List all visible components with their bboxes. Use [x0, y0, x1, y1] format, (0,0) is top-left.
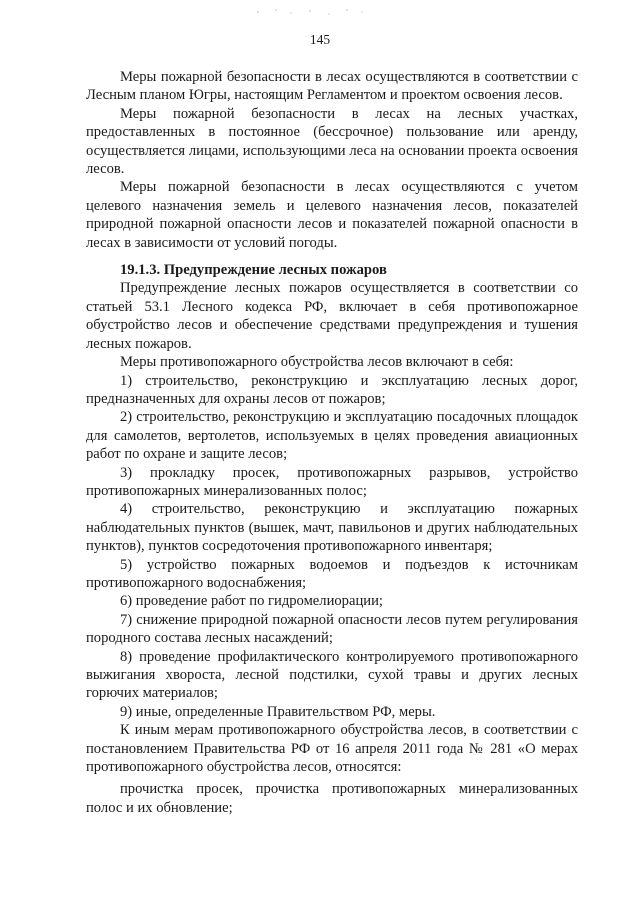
paragraph: Предупреждение лесных пожаров осуществляется в соответствии со статьей 53.1 Лесного кодекса РФ, включает в себя противопожарное обустройство лесов и обеспечение средствами предупреждения и тушения лесных пожаров.	[86, 280, 578, 352]
list-item: 8) проведение профилактического контролируемого противопожарного выжигания хвороста, лесной подстилки, сухой травы и других лесных горючих материалов;	[86, 648, 578, 702]
list-item: 9) иные, определенные Правительством РФ, меры.	[120, 703, 436, 720]
paragraph: Меры противопожарного обустройства лесов включают в себя:	[120, 354, 514, 371]
list-item: 4) строительство, реконструкцию и эксплуатацию пожарных наблюдательных пунктов (вышек, мачт, павильонов и других наблюдательных пунктов), пунктов сосредоточения противопожарного инвентаря;	[86, 501, 578, 555]
section-heading: 19.1.3. Предупреждение лесных пожаров	[120, 262, 387, 279]
list-item: 2) строительство, реконструкцию и эксплуатацию посадочных площадок для самолетов, вертолетов, используемых в целях проведения авиационных работ по охране и защите лесов;	[86, 409, 578, 463]
page-number: 145	[309, 32, 331, 47]
list-item: прочистка просек, прочистка противопожарных минерализованных полос и их обновление;	[86, 781, 578, 816]
list-item: 1) строительство, реконструкцию и эксплуатацию лесных дорог, предназначенных для охраны лесов от пожаров;	[86, 372, 578, 407]
paragraph: Меры пожарной безопасности в лесах осуществляются с учетом целевого назначения земель и целевого назначения лесов, показателей природной пожарной опасности лесов и показателей пожарной опасности в лесах в зависимости от условий погоды.	[86, 179, 578, 251]
list-item: 6) проведение работ по гидромелиорации;	[120, 593, 383, 610]
document-body	[86, 68, 578, 817]
list-item: 5) устройство пожарных водоемов и подъездов к источникам противопожарного водоснабжения;	[86, 556, 578, 591]
list-item: 7) снижение природной пожарной опасности лесов путем регулирования породного состава лесных насаждений;	[86, 611, 578, 647]
scan-noise-marks	[250, 6, 370, 18]
paragraph: Меры пожарной безопасности в лесах осуществляются в соответствии с Лесным планом Югры, настоящим Регламентом и проектом освоения лесов.	[86, 69, 578, 104]
list-item: 3) прокладку просек, противопожарных разрывов, устройство противопожарных минерализованных полос;	[86, 464, 578, 499]
paragraph: Меры пожарной безопасности в лесах на лесных участках, предоставленных в постоянное (бессрочное) пользование или аренду, осуществляется лицами, использующими леса на основании проекта освоения лесов.	[86, 105, 578, 178]
paragraph: К иным мерам противопожарного обустройства лесов, в соответствии с постановлением Правительства РФ от 16 апреля 2011 года № 281 «О мерах противопожарного обустройства лесов, относятся:	[86, 722, 578, 776]
